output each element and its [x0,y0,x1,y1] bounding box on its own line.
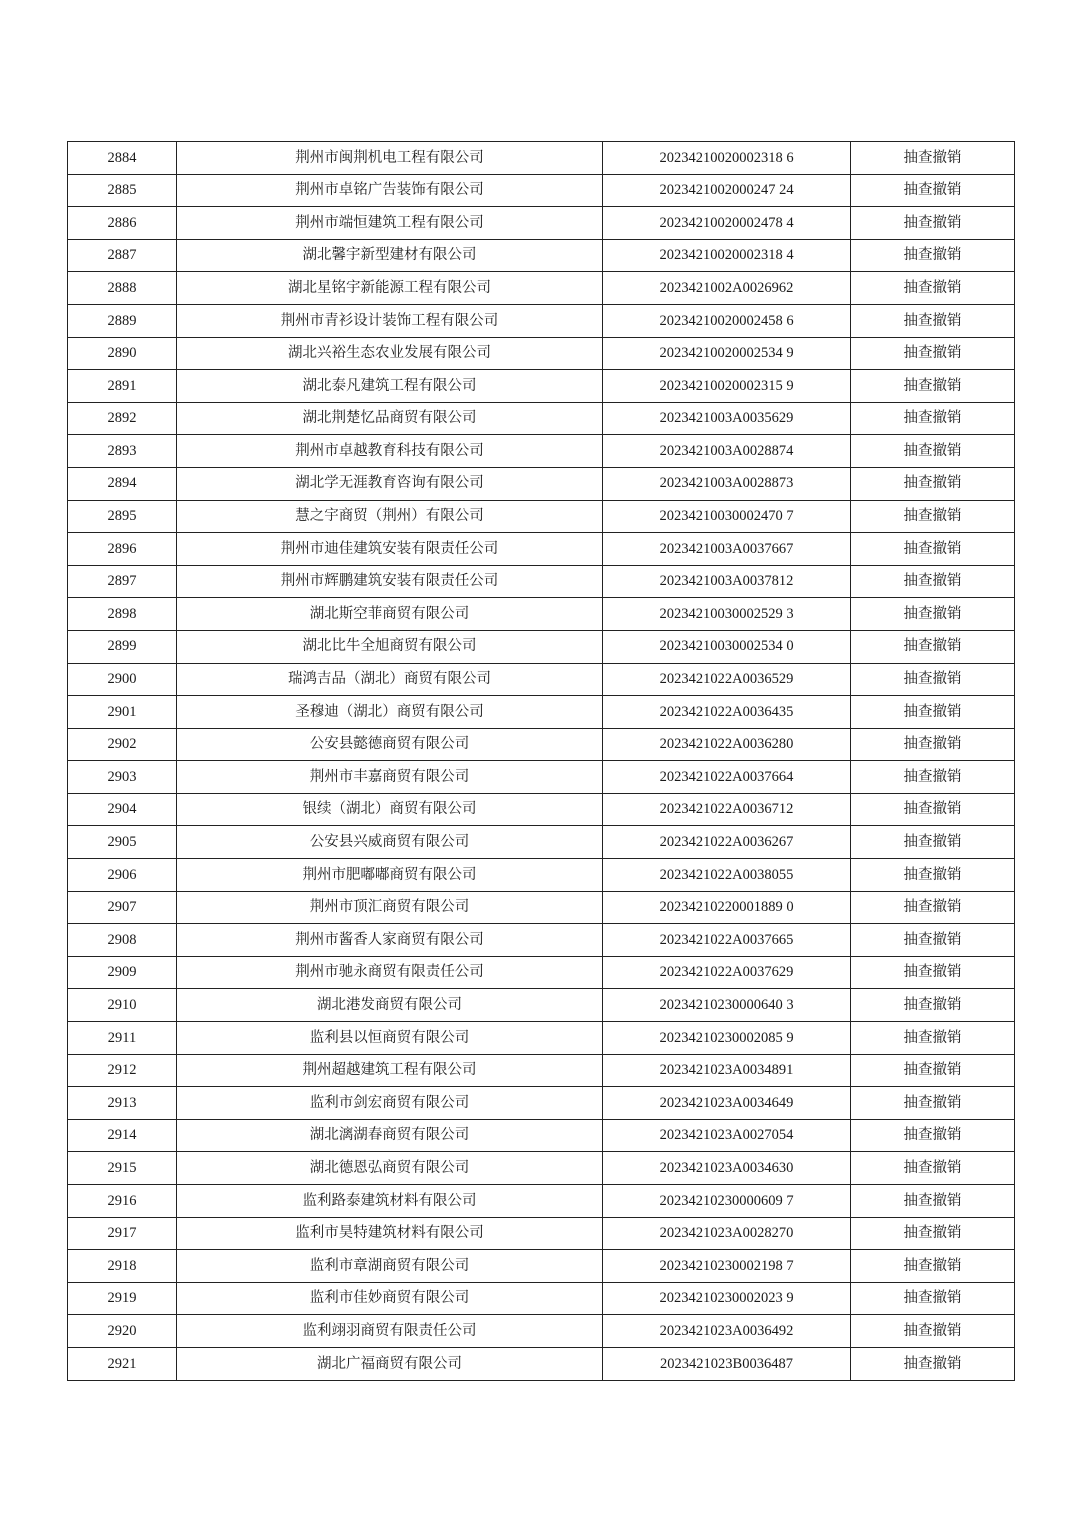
seq-cell: 2904 [68,793,177,826]
seq-cell: 2894 [68,467,177,500]
table-row [68,402,1015,435]
company-name-cell: 湖北兴裕生态农业发展有限公司 [177,337,603,370]
status-cell: 抽查撤销 [851,956,1015,989]
status-cell: 抽查撤销 [851,663,1015,696]
table-row [68,337,1015,370]
table-row [68,304,1015,337]
status-cell: 抽查撤销 [851,239,1015,272]
seq-cell: 2917 [68,1217,177,1250]
table-row [68,1022,1015,1055]
registration-code-cell: 20234210020002318 4 [603,239,851,272]
status-cell: 抽查撤销 [851,1087,1015,1120]
registration-code-cell: 2023421022A0036280 [603,728,851,761]
company-name-cell: 监利路泰建筑材料有限公司 [177,1185,603,1218]
company-name-cell: 监利市昊特建筑材料有限公司 [177,1217,603,1250]
table-row [68,630,1015,663]
seq-cell: 2921 [68,1347,177,1380]
registration-code-cell: 2023421023A0034630 [603,1152,851,1185]
seq-cell: 2919 [68,1282,177,1315]
status-cell: 抽查撤销 [851,1054,1015,1087]
registration-code-cell: 2023421003A0035629 [603,402,851,435]
seq-cell: 2884 [68,142,177,175]
seq-cell: 2886 [68,207,177,240]
status-cell: 抽查撤销 [851,533,1015,566]
seq-cell: 2885 [68,174,177,207]
seq-cell: 2895 [68,500,177,533]
registration-code-cell: 20234210230000640 3 [603,989,851,1022]
status-cell: 抽查撤销 [851,924,1015,957]
table-row [68,239,1015,272]
status-cell: 抽查撤销 [851,793,1015,826]
registration-code-cell: 2023421022A0036267 [603,826,851,859]
status-cell: 抽查撤销 [851,891,1015,924]
revocation-table [67,141,1015,1381]
table-row [68,467,1015,500]
seq-cell: 2914 [68,1119,177,1152]
seq-cell: 2920 [68,1315,177,1348]
company-name-cell: 荆州市闽荆机电工程有限公司 [177,142,603,175]
status-cell: 抽查撤销 [851,435,1015,468]
status-cell: 抽查撤销 [851,174,1015,207]
seq-cell: 2892 [68,402,177,435]
registration-code-cell: 20234210020002318 6 [603,142,851,175]
table-row [68,1347,1015,1380]
table-row [68,859,1015,892]
status-cell: 抽查撤销 [851,467,1015,500]
table-row [68,989,1015,1022]
company-name-cell: 瑞鸿吉品（湖北）商贸有限公司 [177,663,603,696]
company-name-cell: 公安县兴威商贸有限公司 [177,826,603,859]
registration-code-cell: 2023421023A0028270 [603,1217,851,1250]
seq-cell: 2912 [68,1054,177,1087]
seq-cell: 2906 [68,859,177,892]
registration-code-cell: 20234210020002478 4 [603,207,851,240]
company-name-cell: 荆州市酱香人家商贸有限公司 [177,924,603,957]
company-name-cell: 荆州市端恒建筑工程有限公司 [177,207,603,240]
registration-code-cell: 20234210220001889 0 [603,891,851,924]
status-cell: 抽查撤销 [851,272,1015,305]
seq-cell: 2905 [68,826,177,859]
company-name-cell: 湖北港发商贸有限公司 [177,989,603,1022]
status-cell: 抽查撤销 [851,1217,1015,1250]
seq-cell: 2898 [68,598,177,631]
company-name-cell: 湖北学无涯教育咨询有限公司 [177,467,603,500]
revocation-list-page [67,141,1014,1381]
status-cell: 抽查撤销 [851,1315,1015,1348]
status-cell: 抽查撤销 [851,500,1015,533]
registration-code-cell: 2023421003A0028873 [603,467,851,500]
status-cell: 抽查撤销 [851,630,1015,663]
company-name-cell: 湖北斯空菲商贸有限公司 [177,598,603,631]
table-row [68,370,1015,403]
table-row [68,500,1015,533]
company-name-cell: 湖北星铭宇新能源工程有限公司 [177,272,603,305]
status-cell: 抽查撤销 [851,761,1015,794]
table-row [68,891,1015,924]
company-name-cell: 监利市佳妙商贸有限公司 [177,1282,603,1315]
table-row [68,142,1015,175]
status-cell: 抽查撤销 [851,565,1015,598]
company-name-cell: 湖北荆楚忆品商贸有限公司 [177,402,603,435]
registration-code-cell: 2023421022A0038055 [603,859,851,892]
table-row [68,826,1015,859]
table-row [68,793,1015,826]
registration-code-cell: 2023421022A0037664 [603,761,851,794]
company-name-cell: 荆州市驰永商贸有限责任公司 [177,956,603,989]
company-name-cell: 圣穆迪（湖北）商贸有限公司 [177,696,603,729]
seq-cell: 2891 [68,370,177,403]
status-cell: 抽查撤销 [851,1250,1015,1283]
company-name-cell: 湖北漓湖春商贸有限公司 [177,1119,603,1152]
status-cell: 抽查撤销 [851,859,1015,892]
table-row [68,1282,1015,1315]
company-name-cell: 荆州市顶汇商贸有限公司 [177,891,603,924]
status-cell: 抽查撤销 [851,337,1015,370]
seq-cell: 2910 [68,989,177,1022]
company-name-cell: 监利翊羽商贸有限责任公司 [177,1315,603,1348]
registration-code-cell: 20234210020002458 6 [603,304,851,337]
registration-code-cell: 2023421023A0034649 [603,1087,851,1120]
registration-code-cell: 2023421023A0034891 [603,1054,851,1087]
company-name-cell: 监利市剑宏商贸有限公司 [177,1087,603,1120]
registration-code-cell: 20234210230002023 9 [603,1282,851,1315]
registration-code-cell: 20234210020002534 9 [603,337,851,370]
table-row [68,598,1015,631]
registration-code-cell: 2023421022A0036529 [603,663,851,696]
seq-cell: 2907 [68,891,177,924]
seq-cell: 2911 [68,1022,177,1055]
registration-code-cell: 2023421022A0036712 [603,793,851,826]
registration-code-cell: 2023421003A0037812 [603,565,851,598]
company-name-cell: 荆州市青衫设计装饰工程有限公司 [177,304,603,337]
table-row [68,207,1015,240]
seq-cell: 2899 [68,630,177,663]
company-name-cell: 公安县懿德商贸有限公司 [177,728,603,761]
seq-cell: 2896 [68,533,177,566]
seq-cell: 2888 [68,272,177,305]
status-cell: 抽查撤销 [851,728,1015,761]
company-name-cell: 慧之宇商贸（荆州）有限公司 [177,500,603,533]
status-cell: 抽查撤销 [851,696,1015,729]
registration-code-cell: 20234210030002470 7 [603,500,851,533]
company-name-cell: 银续（湖北）商贸有限公司 [177,793,603,826]
seq-cell: 2918 [68,1250,177,1283]
registration-code-cell: 2023421002A0026962 [603,272,851,305]
status-cell: 抽查撤销 [851,598,1015,631]
registration-code-cell: 2023421022A0037665 [603,924,851,957]
registration-code-cell: 2023421023A0036492 [603,1315,851,1348]
company-name-cell: 湖北比牛全旭商贸有限公司 [177,630,603,663]
registration-code-cell: 2023421003A0028874 [603,435,851,468]
table-row [68,696,1015,729]
table-row [68,435,1015,468]
seq-cell: 2890 [68,337,177,370]
registration-code-cell: 2023421002000247 24 [603,174,851,207]
table-row [68,565,1015,598]
table-row [68,1217,1015,1250]
seq-cell: 2901 [68,696,177,729]
registration-code-cell: 2023421023A0027054 [603,1119,851,1152]
registration-code-cell: 2023421022A0036435 [603,696,851,729]
registration-code-cell: 20234210230002085 9 [603,1022,851,1055]
status-cell: 抽查撤销 [851,304,1015,337]
status-cell: 抽查撤销 [851,989,1015,1022]
table-row [68,1054,1015,1087]
company-name-cell: 湖北德恩弘商贸有限公司 [177,1152,603,1185]
table-row [68,1250,1015,1283]
registration-code-cell: 20234210030002529 3 [603,598,851,631]
company-name-cell: 荆州市肥嘟嘟商贸有限公司 [177,859,603,892]
table-row [68,533,1015,566]
status-cell: 抽查撤销 [851,826,1015,859]
table-row [68,663,1015,696]
seq-cell: 2913 [68,1087,177,1120]
table-row [68,272,1015,305]
table-row [68,1152,1015,1185]
table-row [68,1315,1015,1348]
seq-cell: 2909 [68,956,177,989]
table-row [68,956,1015,989]
company-name-cell: 监利县以恒商贸有限公司 [177,1022,603,1055]
table-row [68,174,1015,207]
registration-code-cell: 20234210230000609 7 [603,1185,851,1218]
table-row [68,1119,1015,1152]
company-name-cell: 湖北泰凡建筑工程有限公司 [177,370,603,403]
seq-cell: 2887 [68,239,177,272]
status-cell: 抽查撤销 [851,1022,1015,1055]
company-name-cell: 监利市章湖商贸有限公司 [177,1250,603,1283]
company-name-cell: 荆州市卓越教育科技有限公司 [177,435,603,468]
table-body [68,142,1015,1381]
seq-cell: 2902 [68,728,177,761]
registration-code-cell: 2023421003A0037667 [603,533,851,566]
registration-code-cell: 20234210030002534 0 [603,630,851,663]
seq-cell: 2897 [68,565,177,598]
registration-code-cell: 2023421022A0037629 [603,956,851,989]
table-row [68,1087,1015,1120]
seq-cell: 2889 [68,304,177,337]
company-name-cell: 荆州市辉鹏建筑安装有限责任公司 [177,565,603,598]
registration-code-cell: 20234210020002315 9 [603,370,851,403]
company-name-cell: 湖北馨宇新型建材有限公司 [177,239,603,272]
status-cell: 抽查撤销 [851,370,1015,403]
status-cell: 抽查撤销 [851,1185,1015,1218]
seq-cell: 2903 [68,761,177,794]
seq-cell: 2908 [68,924,177,957]
status-cell: 抽查撤销 [851,1347,1015,1380]
status-cell: 抽查撤销 [851,142,1015,175]
seq-cell: 2915 [68,1152,177,1185]
seq-cell: 2893 [68,435,177,468]
company-name-cell: 荆州市卓铭广告装饰有限公司 [177,174,603,207]
company-name-cell: 湖北广福商贸有限公司 [177,1347,603,1380]
company-name-cell: 荆州市丰嘉商贸有限公司 [177,761,603,794]
status-cell: 抽查撤销 [851,402,1015,435]
status-cell: 抽查撤销 [851,1119,1015,1152]
status-cell: 抽查撤销 [851,1152,1015,1185]
status-cell: 抽查撤销 [851,1282,1015,1315]
table-row [68,761,1015,794]
registration-code-cell: 20234210230002198 7 [603,1250,851,1283]
table-row [68,728,1015,761]
seq-cell: 2916 [68,1185,177,1218]
table-row [68,1185,1015,1218]
seq-cell: 2900 [68,663,177,696]
registration-code-cell: 2023421023B0036487 [603,1347,851,1380]
status-cell: 抽查撤销 [851,207,1015,240]
company-name-cell: 荆州市迪佳建筑安装有限责任公司 [177,533,603,566]
table-row [68,924,1015,957]
company-name-cell: 荆州超越建筑工程有限公司 [177,1054,603,1087]
